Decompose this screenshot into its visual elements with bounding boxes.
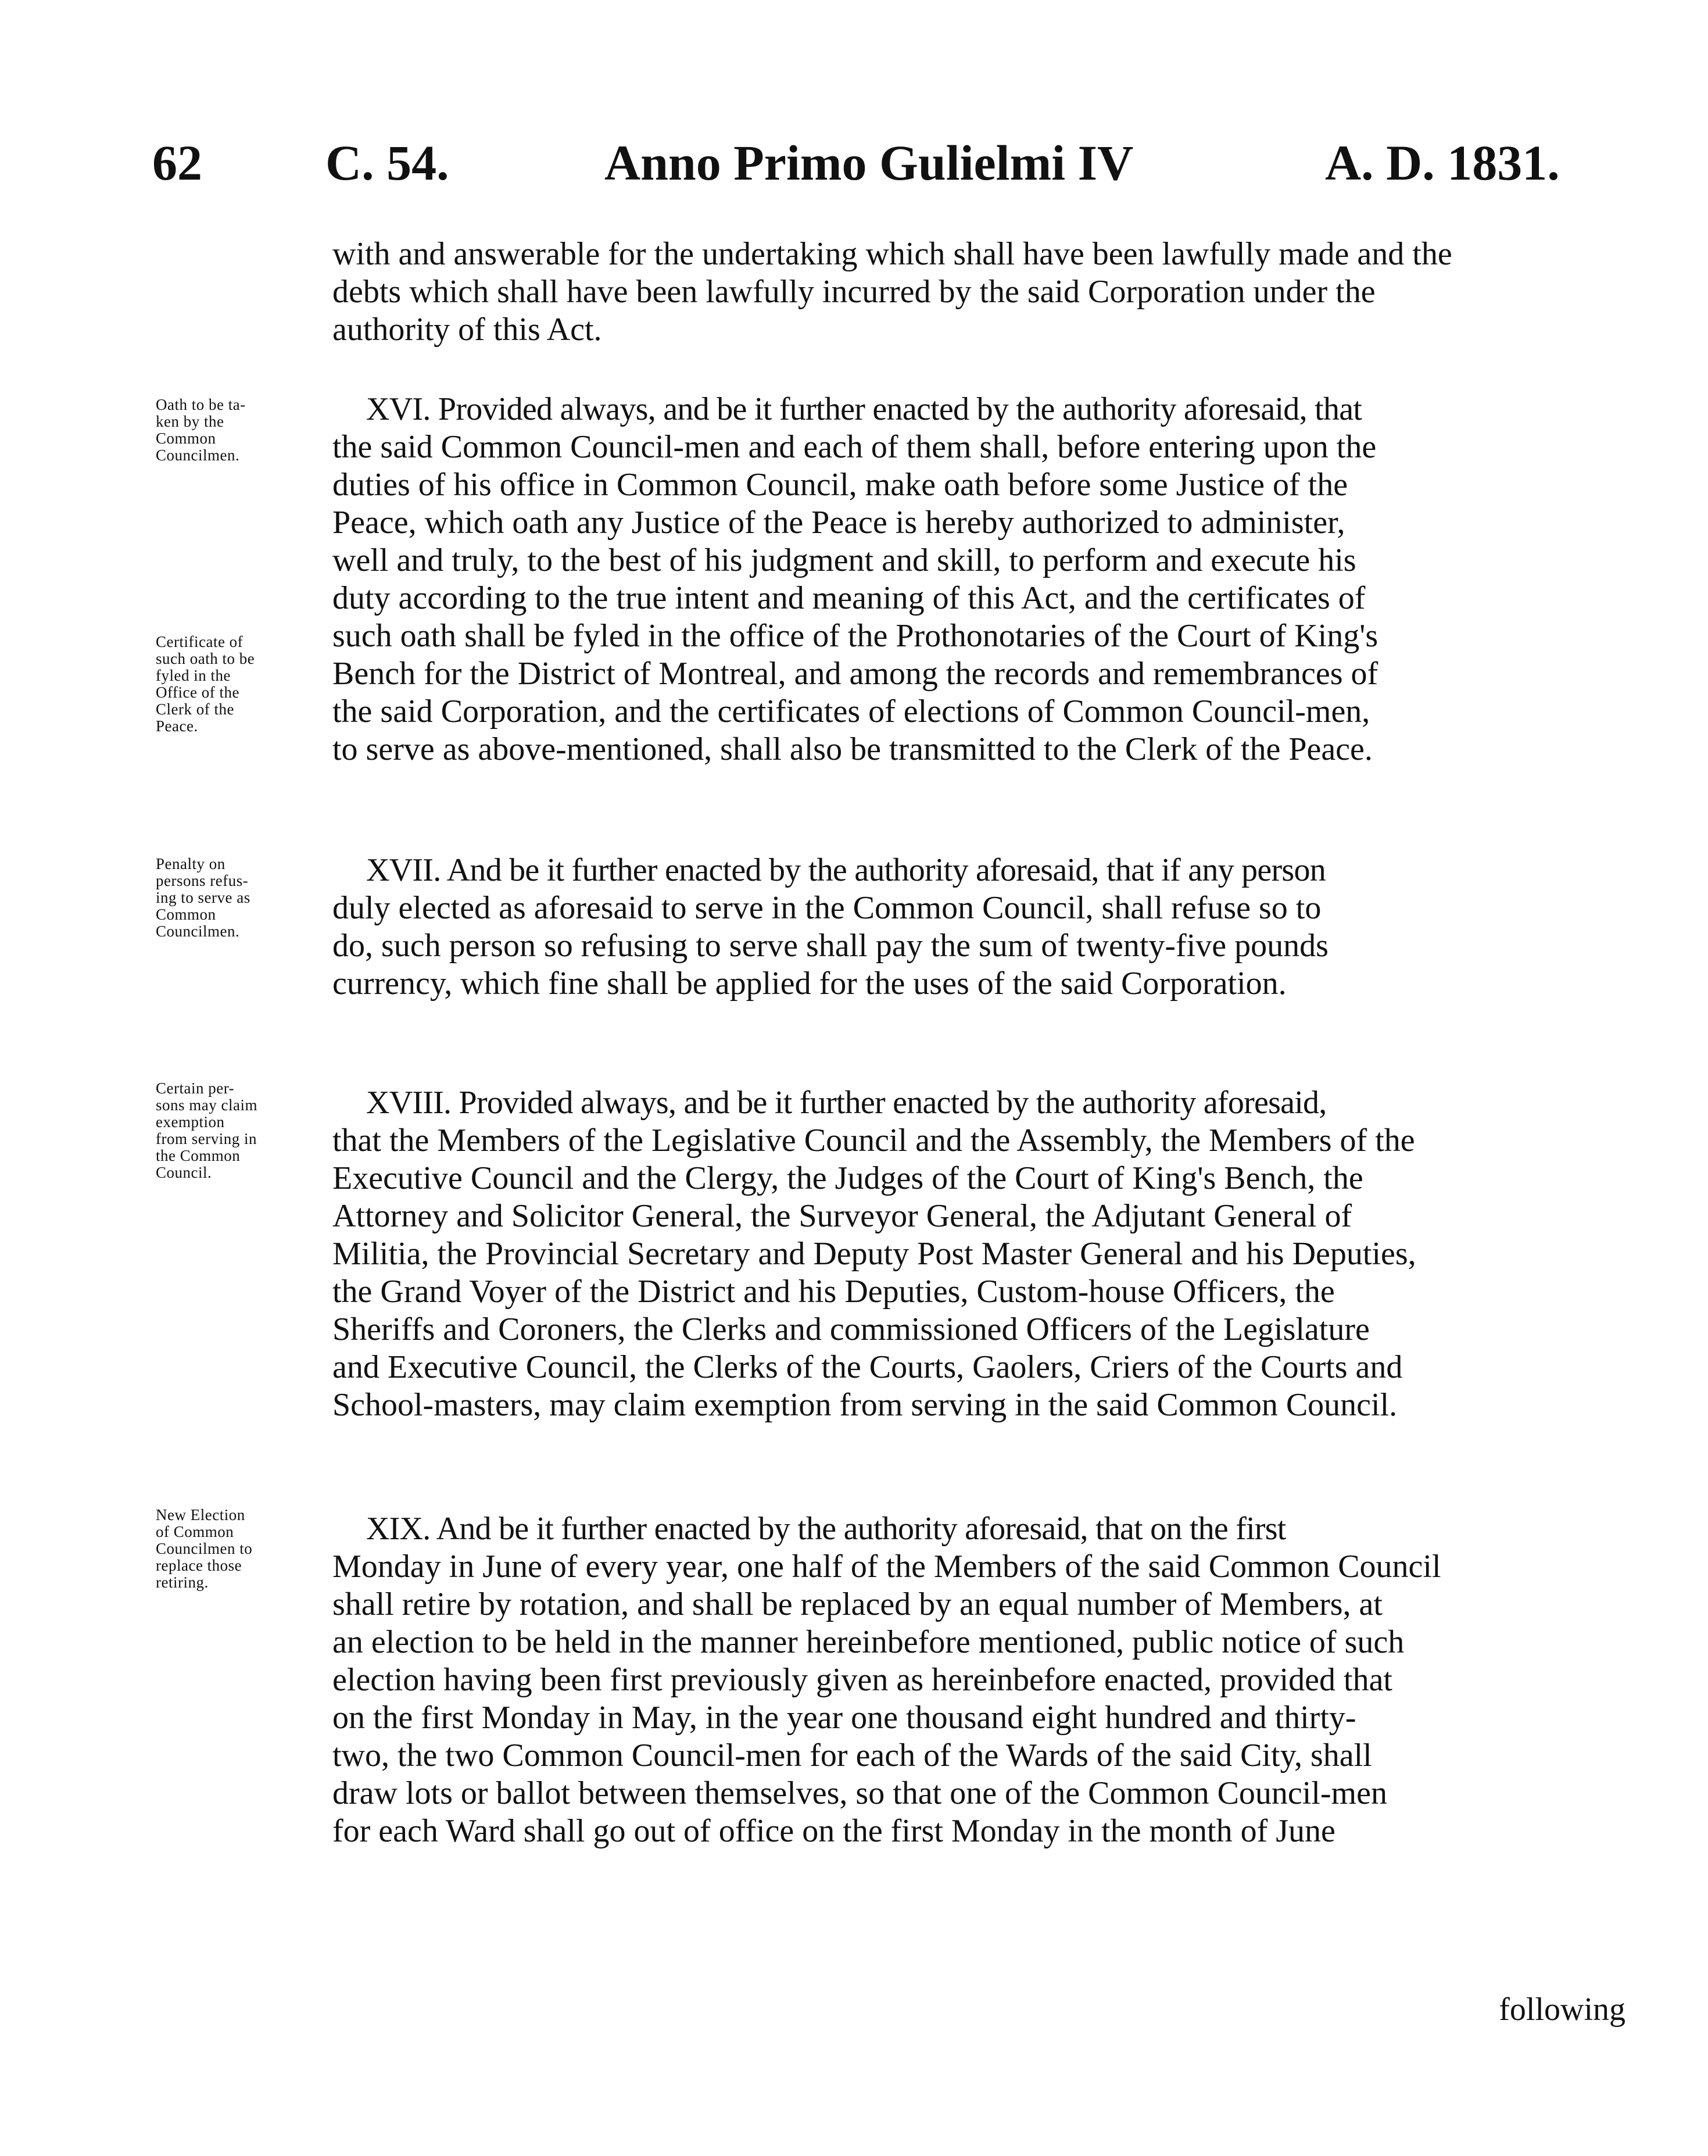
text-line: duty according to the true intent and meaning of this Act, and the certificates of: [332, 580, 1366, 616]
margin-note-line: Common: [156, 906, 216, 923]
opening-paragraph: [332, 235, 1620, 349]
margin-note-line: fyled in the: [156, 667, 231, 684]
text-line: XIX. And be it further enacted by the authority aforesaid, that on the first: [366, 1511, 1286, 1547]
text-line: currency, which fine shall be applied for the uses of the said Corporation.: [332, 966, 1287, 1002]
text-line: well and truly, to the best of his judgment and skill, to perform and execute his: [332, 542, 1356, 578]
text-line: the said Common Council-men and each of them shall, before entering upon the: [332, 429, 1377, 465]
running-header: [0, 134, 1708, 198]
text-line: that the Members of the Legislative Council and the Assembly, the Members of the: [332, 1122, 1415, 1159]
margin-note-line: ing to serve as: [156, 889, 250, 906]
margin-note-certificate: [156, 634, 318, 735]
text-line: on the first Monday in May, in the year one thousand eight hundred and thirty-: [332, 1700, 1356, 1736]
margin-note-line: Certain per-: [156, 1079, 235, 1097]
margin-note-line: Office of the: [156, 684, 239, 701]
text-line: duly elected as aforesaid to serve in the Common Council, shall refuse so to: [332, 890, 1322, 926]
text-line: Attorney and Solicitor General, the Surveyor General, the Adjutant General of: [332, 1198, 1352, 1234]
text-line: Bench for the District of Montreal, and among the records and remembrances of: [332, 656, 1378, 692]
margin-note-line: Councilmen to: [156, 1540, 253, 1557]
running-title: Anno Primo Gulielmi IV: [604, 135, 1134, 191]
section-xvi: [332, 391, 1620, 768]
text-line: the said Corporation, and the certificates of elections of Common Council-men,: [332, 693, 1370, 730]
chapter-number: C. 54.: [325, 135, 449, 191]
text-line: Monday in June of every year, one half of the Members of the said Common Council: [332, 1549, 1441, 1585]
year: A. D. 1831.: [1325, 135, 1560, 191]
text-line: two, the two Common Council-men for each of the Wards of the said City, shall: [332, 1737, 1372, 1774]
text-line: Sheriffs and Coroners, the Clerks and commissioned Officers of the Legislature: [332, 1311, 1370, 1347]
text-line: with and answerable for the undertaking which shall have been lawfully made and the: [332, 236, 1452, 272]
text-line: an election to be held in the manner hereinbefore mentioned, public notice of such: [332, 1624, 1405, 1660]
margin-note-line: Councilmen.: [156, 446, 240, 464]
text-line: shall retire by rotation, and shall be replaced by an equal number of Members, at: [332, 1586, 1383, 1622]
margin-note-new-election: [156, 1507, 318, 1591]
margin-note-line: such oath to be: [156, 650, 255, 667]
page-number: 62: [152, 135, 202, 191]
text-line: debts which shall have been lawfully incurred by the said Corporation under the: [332, 274, 1376, 310]
text-line: duties of his office in Common Council, make oath before some Justice of the: [332, 467, 1348, 503]
text-line: for each Ward shall go out of office on the first Monday in the month of June: [332, 1813, 1335, 1849]
margin-note-exemption: [156, 1080, 318, 1181]
text-line: such oath shall be fyled in the office of the Prothonotaries of the Court of King's: [332, 618, 1378, 654]
margin-note-oath: [156, 396, 318, 464]
margin-note-penalty: [156, 856, 318, 940]
margin-note-line: Certificate of: [156, 633, 244, 650]
text-line: Executive Council and the Clergy, the Judges of the Court of King's Bench, the: [332, 1160, 1363, 1196]
margin-note-line: of Common: [156, 1523, 234, 1540]
text-line: draw lots or ballot between themselves, so that one of the Common Council-men: [332, 1775, 1387, 1811]
margin-note-line: the Common: [156, 1147, 241, 1164]
text-line: Militia, the Provincial Secretary and Deputy Post Master General and his Deputies,: [332, 1236, 1416, 1272]
text-line: to serve as above-mentioned, shall also be transmitted to the Clerk of the Peace.: [332, 731, 1373, 767]
section-xvii: [332, 852, 1620, 1003]
text-line: do, such person so refusing to serve shall pay the sum of twenty-five pounds: [332, 928, 1329, 964]
text-line: the Grand Voyer of the District and his Deputies, Custom-house Officers, the: [332, 1274, 1335, 1310]
text-line: XVIII. Provided always, and be it further enacted by the authority aforesaid,: [366, 1085, 1327, 1121]
margin-note-line: ken by the: [156, 413, 224, 430]
text-line: Peace, which oath any Justice of the Peace is hereby authorized to administer,: [332, 505, 1345, 541]
section-xviii: [332, 1084, 1620, 1424]
section-xix: [332, 1510, 1620, 1850]
text-line: XVII. And be it further enacted by the authority aforesaid, that if any person: [366, 852, 1326, 888]
text-line: XVI. Provided always, and be it further enacted by the authority aforesaid, that: [366, 391, 1362, 427]
text-line: election having been first previously given as hereinbefore enacted, provided that: [332, 1662, 1392, 1698]
margin-note-line: retiring.: [156, 1574, 209, 1591]
text-line: and Executive Council, the Clerks of the Courts, Gaolers, Criers of the Courts and: [332, 1349, 1403, 1385]
text-line: authority of this Act.: [332, 312, 602, 348]
margin-note-line: New Election: [156, 1506, 245, 1524]
margin-note-line: Common: [156, 430, 216, 447]
margin-note-line: exemption: [156, 1113, 225, 1131]
margin-note-line: persons refus-: [156, 872, 249, 889]
margin-note-line: from serving in: [156, 1130, 257, 1147]
margin-note-line: Penalty on: [156, 855, 225, 873]
margin-note-line: replace those: [156, 1557, 242, 1574]
margin-note-line: Councilmen.: [156, 923, 240, 940]
margin-note-line: sons may claim: [156, 1096, 257, 1114]
margin-note-line: Oath to be ta-: [156, 396, 246, 413]
text-line: School-masters, may claim exemption from serving in the said Common Council.: [332, 1387, 1398, 1423]
margin-note-line: Peace.: [156, 717, 198, 735]
margin-note-line: Council.: [156, 1164, 212, 1181]
margin-note-line: Clerk of the: [156, 700, 234, 718]
catchword: following: [1499, 1991, 1625, 2028]
